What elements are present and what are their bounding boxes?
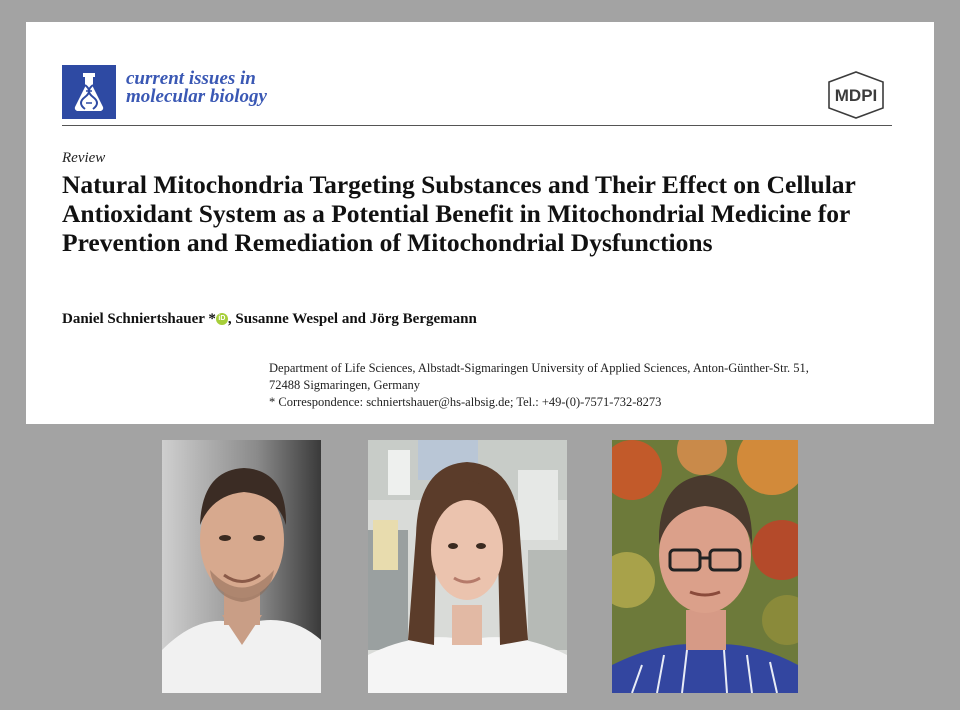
author-photo-2: [368, 440, 567, 693]
mdpi-logo-icon: [821, 70, 891, 120]
author-photo-1: [162, 440, 321, 693]
affiliation-block: [269, 360, 889, 411]
journal-logo-icon: [62, 65, 116, 119]
article-title: Natural Mitochondria Targeting Substances and Their Effect on Cellular Antioxidant System as a Potential Benefit in Mitochondrial Medicine for Prevention and Remediation of Mitochondrial Dysfunctions: [62, 170, 856, 257]
author-list: [62, 311, 477, 328]
first-author: Daniel Schniertshauer *: [62, 311, 216, 327]
header-divider: [62, 125, 892, 126]
journal-name-line-1: current issues in: [126, 68, 256, 89]
other-authors: , Susanne Wespel and Jörg Bergemann: [227, 311, 477, 327]
affiliation-line-2: 72488 Sigmaringen, Germany: [269, 378, 421, 392]
orcid-icon[interactable]: iD: [216, 313, 228, 325]
author-photo-3: [612, 440, 798, 693]
journal-name: [126, 70, 386, 106]
affiliation-line-1: Department of Life Sciences, Albstadt-Sigmaringen University of Applied Sciences, Anton-Günther-Str. 51,: [269, 361, 809, 375]
journal-name-line-2: molecular biology: [126, 86, 267, 107]
publisher-label: MDPI: [834, 86, 878, 105]
article-type: Review: [62, 150, 106, 166]
article-header: [26, 22, 934, 424]
correspondence: * Correspondence: schniertshauer@hs-albsig.de; Tel.: +49-(0)-7571-732-8273: [269, 395, 662, 409]
